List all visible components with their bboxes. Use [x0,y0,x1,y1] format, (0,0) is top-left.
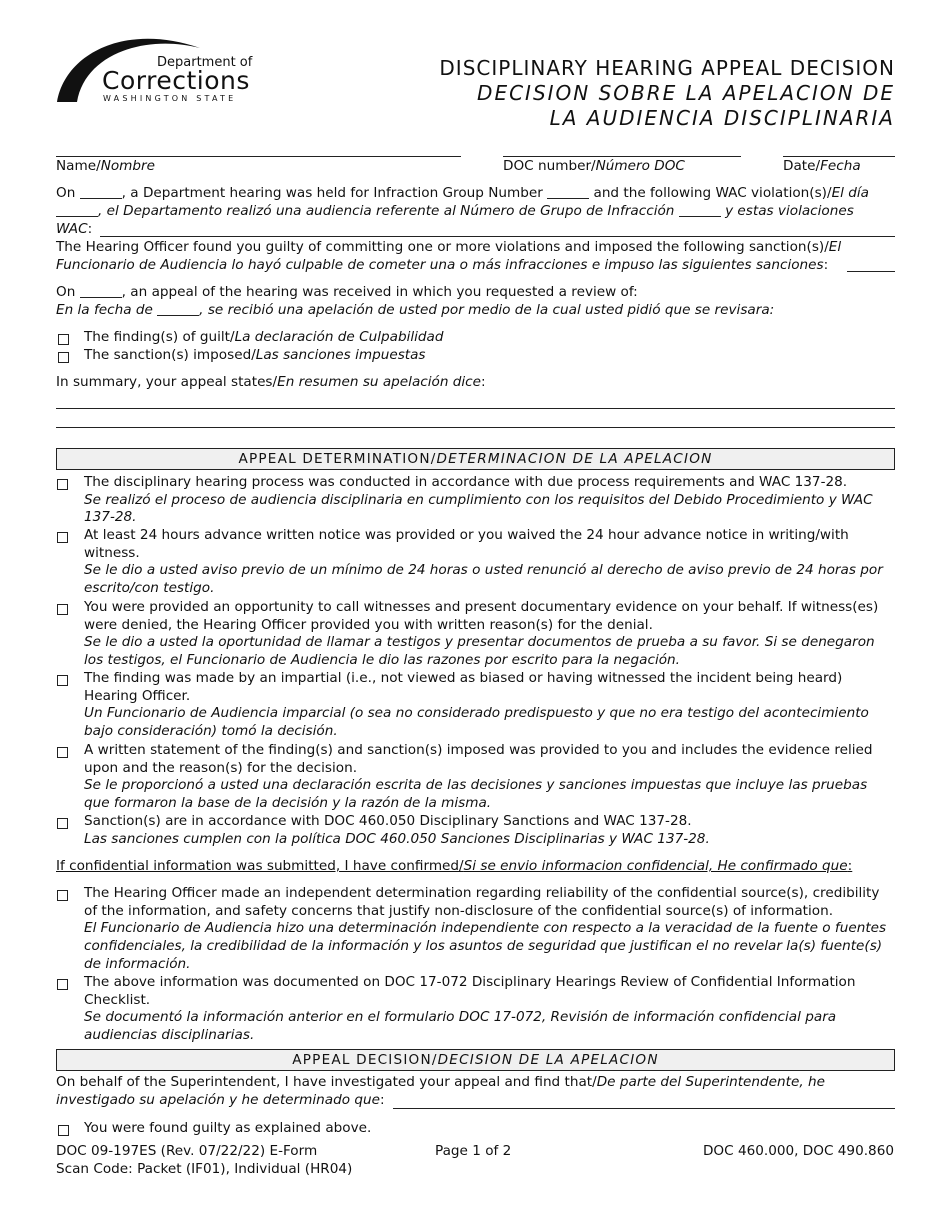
confidential-checklist-checkbox[interactable] [57,979,68,990]
hearing-line-2: , el Departamento realizó una audiencia referente al Número de Grupo de Infracción y estas violaciones [56,203,854,221]
summary-label: In summary, your appeal states/En resumen su apelación dice: [56,374,486,390]
impartial-officer-checkbox[interactable] [57,675,68,686]
wac-violations-field[interactable] [100,236,895,237]
doc-number-label: DOC number/Número DOC [503,158,685,174]
decision-intro: On behalf of the Superintendent, I have investigated your appeal and find that/De parte del Superintendente, he investigado su apelación y he determinado que: [56,1074,825,1108]
due-process-checkbox[interactable] [57,479,68,490]
appeal-decision-header: APPEAL DECISION/DECISION DE LA APELACION [56,1049,895,1071]
appeal-date-blank[interactable] [80,285,122,298]
footer-form-number: DOC 09-197ES (Rev. 07/22/22) E-Form [56,1143,318,1159]
sanctions-policy-checkbox[interactable] [57,818,68,829]
witnesses-item: You were provided an opportunity to call witnesses and present documentary evidence on your behalf. If witness(es) were denied, the Hearing Officer provided you with written reason(s) for the denial. Se le dio a usted la oportunidad de llamar a testigos y presentar documentos de prueba a su favor. Si se denegaron los testigos, el Funcionario de Audiencia le dio las razones por escrito para la negación. [84,599,879,669]
footer-policy-refs: DOC 460.000, DOC 490.860 [702,1143,894,1159]
sanctions-policy-item: Sanction(s) are in accordance with DOC 460.050 Disciplinary Sanctions and WAC 137-28. Las sanciones cumplen con la política DOC 460.050 Sanciones Disciplinarias y WAC 137-28. [84,813,710,847]
written-statement-item: A written statement of the finding(s) and sanction(s) imposed was provided to you and includes the evidence relied upon and the reason(s) for the decision. Se le proporcionó a usted una declaración escrita de las decisiones y sanciones impuestas que incluye las pruebas que formaron la base de la decisión y la razón de la misma. [84,742,873,812]
date-label: Date/Fecha [783,158,861,174]
appeal-determination-header: APPEAL DETERMINATION/DETERMINACION DE LA APELACION [56,448,895,470]
sanctions-imposed-label: The sanction(s) imposed/Las sanciones impuestas [84,347,426,363]
sanctions-field[interactable] [847,271,895,272]
form-title [439,56,895,131]
found-guilty-label: You were found guilty as explained above. [84,1120,372,1136]
finding-of-guilt-label: The finding(s) of guilt/La declaración de Culpabilidad [84,329,444,345]
written-statement-checkbox[interactable] [57,747,68,758]
infraction-group-es-blank[interactable] [679,204,721,217]
finding-of-guilt-checkbox[interactable] [58,334,69,345]
summary-line-1[interactable] [56,408,895,409]
confidential-reliability-checkbox[interactable] [57,890,68,901]
appeal-received-es: En la fecha de , se recibió una apelación de usted por medio de la cual usted pidió que se revisara: [56,302,775,318]
footer-page-number: Page 1 of 2 [435,1143,512,1159]
confidential-reliability-item: The Hearing Officer made an independent determination regarding reliability of the confidential source(s), credibility of the information, and safety concerns that justify non-disclosure of the confidential source(s) of information. El Funcionario de Audiencia hizo una determinación independiente con respecto a la veracidad de la fuente o fuentes confidenciales, la credibilidad de la información y los asuntos de seguridad que justifican el no revelar la(s) fuente(s) de información. [84,885,887,972]
hearing-date-blank[interactable] [80,186,122,199]
advance-notice-checkbox[interactable] [57,532,68,543]
due-process-item: The disciplinary hearing process was conducted in accordance with due process requirements and WAC 137-28. Se realizó el proceso de audiencia disciplinaria en cumplimiento con los requisitos del Debido Procedimiento y WAC 137-28. [84,474,873,526]
hearing-date-es-blank[interactable] [56,204,98,217]
summary-line-2[interactable] [56,427,895,428]
sanctions-imposed-checkbox[interactable] [58,352,69,363]
decision-field[interactable] [393,1108,895,1109]
footer-scan-code: Scan Code: Packet (IF01), Individual (HR04) [56,1161,353,1177]
title-es-2: LA AUDIENCIA DISCIPLINARIA [549,106,895,130]
name-label: Name/Nombre [56,158,155,174]
logo-line1: Department of [157,55,253,70]
doc-number-field[interactable] [503,156,741,157]
impartial-officer-item: The finding was made by an impartial (i.e., not viewed as biased or having witnessed the incident being heard) Hearing Officer. Un Funcionario de Audiencia imparcial (o sea no considerado predispuesto y que no era testigo del acontecimiento bajo consideración) tomó la decisión. [84,670,869,740]
logo-line3: WASHINGTON STATE [103,94,237,103]
appeal-received-en: On , an appeal of the hearing was received in which you requested a review of: [56,284,638,300]
appeal-date-es-blank[interactable] [157,303,199,316]
name-field[interactable] [56,156,461,157]
confidential-heading: If confidential information was submitted, I have confirmed/Si se envio informacion confidencial, He confirmado que: [56,858,853,874]
title-es-1: DECISION SOBRE LA APELACION DE [477,81,895,105]
confidential-checklist-item: The above information was documented on DOC 17-072 Disciplinary Hearings Review of Confidential Information Checklist. Se documentó la información anterior en el formulario DOC 17-072, Revisión de información confidencial para audiencias disciplinarias. [84,974,856,1044]
hearing-found: The Hearing Officer found you guilty of committing one or more violations and imposed the following sanction(s)/El Funcionario de Audiencia lo hayó culpable de cometer una o más infracciones e impuso las siguientes sanciones: [56,239,842,273]
found-guilty-checkbox[interactable] [58,1125,69,1136]
advance-notice-item: At least 24 hours advance written notice was provided or you waived the 24 hour advance notice in writing/with witness. Se le dio a usted aviso previo de un mínimo de 24 horas o usted renunció al derecho de aviso previo de 24 horas por escrito/con testigo. [84,527,883,597]
hearing-line-1: On , a Department hearing was held for Infraction Group Number and the following WAC violation(s)/El día [56,185,870,201]
wac-label: WAC: [56,221,93,237]
doc-logo [55,26,255,108]
date-field[interactable] [783,156,895,157]
witnesses-checkbox[interactable] [57,604,68,615]
logo-line2: Corrections [102,66,250,95]
title-en: DISCIPLINARY HEARING APPEAL DECISION [439,56,895,80]
infraction-group-blank[interactable] [547,186,589,199]
